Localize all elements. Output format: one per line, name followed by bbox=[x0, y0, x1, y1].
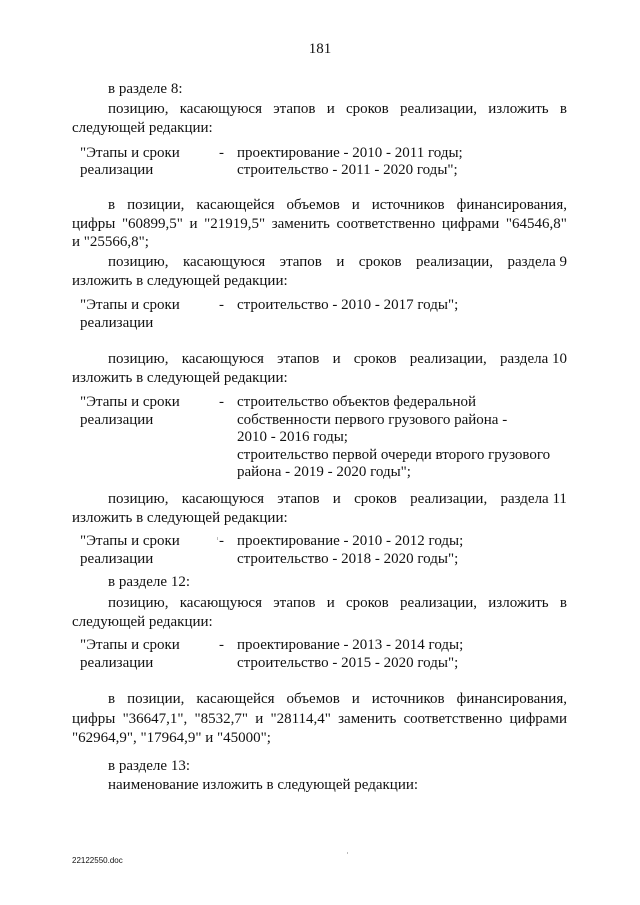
word: позицию, bbox=[108, 595, 169, 611]
s12-paragraph-1-line-2: следующей редакции: bbox=[72, 614, 213, 630]
word: источников bbox=[371, 691, 445, 707]
s9-paragraph-line-1 bbox=[108, 253, 567, 271]
word: в bbox=[559, 101, 567, 117]
word: сроков bbox=[345, 595, 389, 611]
s8-label-line-2: реализации bbox=[80, 162, 154, 178]
s11-value-line-1: проектирование - 2010 - 2012 годы; bbox=[237, 533, 464, 549]
s10-paragraph-line-2: изложить в следующей редакции: bbox=[72, 370, 288, 386]
s8-paragraph-1-line-1 bbox=[108, 100, 567, 118]
section-8-intro: в разделе 8: bbox=[108, 81, 183, 97]
word: и bbox=[255, 711, 264, 727]
scan-speck bbox=[217, 537, 218, 540]
word: реализации, bbox=[399, 101, 478, 117]
file-name-footer: 22122550.doc bbox=[72, 856, 123, 865]
word: заменить bbox=[338, 711, 397, 727]
word: касающуюся bbox=[181, 351, 264, 367]
s12-paragraph-2-line-2 bbox=[72, 710, 567, 728]
word: "28114,4" bbox=[270, 711, 331, 727]
s8-paragraph-2-line-3: и "25566,8"; bbox=[72, 234, 149, 250]
s9-label-line-1: "Этапы и сроки bbox=[80, 297, 180, 313]
word: позиции, bbox=[127, 691, 185, 707]
s8-paragraph-2-line-1 bbox=[108, 196, 567, 214]
s11-label-line-1: "Этапы и сроки bbox=[80, 533, 180, 549]
s12-label-line-1: "Этапы и сроки bbox=[80, 637, 180, 653]
word: и bbox=[189, 216, 198, 232]
s9-value-line-1: строительство - 2010 - 2017 годы"; bbox=[237, 297, 459, 313]
word: заменить bbox=[271, 216, 330, 232]
word: "64546,8" bbox=[505, 216, 567, 232]
word: раздела 10 bbox=[500, 351, 567, 367]
word: и bbox=[351, 691, 360, 707]
word: касающуюся bbox=[179, 595, 262, 611]
s10-label-line-2: реализации bbox=[80, 412, 154, 428]
word: "60899,5" bbox=[121, 216, 183, 232]
word: позицию, bbox=[108, 491, 169, 507]
s12-paragraph-1-line-1 bbox=[108, 594, 567, 612]
s8-label-line-1: "Этапы и сроки bbox=[80, 145, 180, 161]
word: этапов bbox=[277, 351, 320, 367]
s10-value-line-1: строительство объектов федеральной bbox=[237, 394, 476, 410]
word: реализации, bbox=[409, 351, 487, 367]
s12-label-dash: - bbox=[219, 637, 224, 653]
scan-speck bbox=[347, 852, 348, 854]
word: объемов bbox=[286, 691, 340, 707]
s12-paragraph-2-line-1 bbox=[108, 690, 567, 708]
section-13-intro: в разделе 13: bbox=[108, 758, 190, 774]
word: объемов bbox=[286, 197, 340, 213]
word: позиции, bbox=[127, 197, 185, 213]
word: этапов bbox=[279, 254, 322, 270]
word: сроков bbox=[354, 491, 397, 507]
word: этапов bbox=[273, 101, 316, 117]
s11-paragraph-line-2: изложить в следующей редакции: bbox=[72, 510, 288, 526]
s12-label-line-2: реализации bbox=[80, 655, 154, 671]
word: финансирования, bbox=[456, 691, 567, 707]
word: касающуюся bbox=[179, 101, 262, 117]
s8-paragraph-1-line-2: следующей редакции: bbox=[72, 120, 213, 136]
word: раздела 11 bbox=[500, 491, 567, 507]
word: реализации, bbox=[416, 254, 494, 270]
word: раздела 9 bbox=[507, 254, 567, 270]
word: позицию, bbox=[108, 351, 169, 367]
s8-value-line-2: строительство - 2011 - 2020 годы"; bbox=[237, 162, 458, 178]
s9-label-line-2: реализации bbox=[80, 315, 154, 331]
word: и bbox=[351, 197, 360, 213]
s8-label-dash: - bbox=[219, 145, 224, 161]
s10-label-line-1: "Этапы и сроки bbox=[80, 394, 180, 410]
word: касающейся bbox=[196, 691, 275, 707]
section-12-intro: в разделе 12: bbox=[108, 574, 190, 590]
word: этапов bbox=[277, 491, 320, 507]
word: и bbox=[326, 595, 335, 611]
word: сроков bbox=[353, 351, 397, 367]
s12-value-line-1: проектирование - 2013 - 2014 годы; bbox=[237, 637, 464, 653]
s11-label-dash: - bbox=[219, 533, 224, 549]
word: и bbox=[336, 254, 345, 270]
word: реализации, bbox=[399, 595, 478, 611]
s9-label-dash: - bbox=[219, 297, 224, 313]
s10-value-line-2: собственности первого грузового района - bbox=[237, 412, 508, 428]
word: и bbox=[332, 491, 341, 507]
page-number: 181 bbox=[308, 41, 332, 57]
s11-paragraph-line-1 bbox=[108, 490, 567, 508]
s12-paragraph-2-line-3: "62964,9", "17964,9" и "45000"; bbox=[72, 730, 271, 746]
s10-value-line-5: района - 2019 - 2020 годы"; bbox=[237, 464, 411, 480]
word: цифрами bbox=[441, 216, 500, 232]
s8-paragraph-2-line-2 bbox=[72, 215, 567, 233]
word: позицию, bbox=[108, 254, 169, 270]
s12-value-line-2: строительство - 2015 - 2020 годы"; bbox=[237, 655, 459, 671]
s8-value-line-1: проектирование - 2010 - 2011 годы; bbox=[237, 145, 463, 161]
word: сроков bbox=[358, 254, 402, 270]
s10-label-dash: - bbox=[219, 394, 224, 410]
word: изложить bbox=[488, 595, 549, 611]
word: цифрами bbox=[509, 711, 567, 727]
word: "8532,7" bbox=[194, 711, 249, 727]
word: соответственно bbox=[403, 711, 503, 727]
s10-value-line-4: строительство первой очереди второго грузового bbox=[237, 447, 551, 463]
word: в bbox=[559, 595, 567, 611]
word: в bbox=[108, 197, 116, 213]
word: этапов bbox=[273, 595, 316, 611]
word: финансирования, bbox=[456, 197, 567, 213]
word: цифры bbox=[72, 711, 116, 727]
word: "36647,1", bbox=[122, 711, 188, 727]
s10-value-line-3: 2010 - 2016 годы; bbox=[237, 429, 348, 445]
s13-paragraph-line-1: наименование изложить в следующей редакции: bbox=[108, 777, 419, 793]
s9-paragraph-line-2: изложить в следующей редакции: bbox=[72, 273, 288, 289]
word: реализации, bbox=[410, 491, 488, 507]
word: источников bbox=[371, 197, 445, 213]
s10-paragraph-line-1 bbox=[108, 350, 567, 368]
word: "21919,5" bbox=[204, 216, 266, 232]
word: соответственно bbox=[336, 216, 436, 232]
word: касающуюся bbox=[181, 491, 265, 507]
word: сроков bbox=[345, 101, 389, 117]
word: изложить bbox=[488, 101, 549, 117]
s11-value-line-2: строительство - 2018 - 2020 годы"; bbox=[237, 551, 459, 567]
s11-label-line-2: реализации bbox=[80, 551, 154, 567]
word: и bbox=[332, 351, 341, 367]
word: и bbox=[326, 101, 335, 117]
word: касающуюся bbox=[182, 254, 266, 270]
word: цифры bbox=[72, 216, 116, 232]
word: в bbox=[108, 691, 116, 707]
word: позицию, bbox=[108, 101, 169, 117]
word: касающейся bbox=[196, 197, 275, 213]
